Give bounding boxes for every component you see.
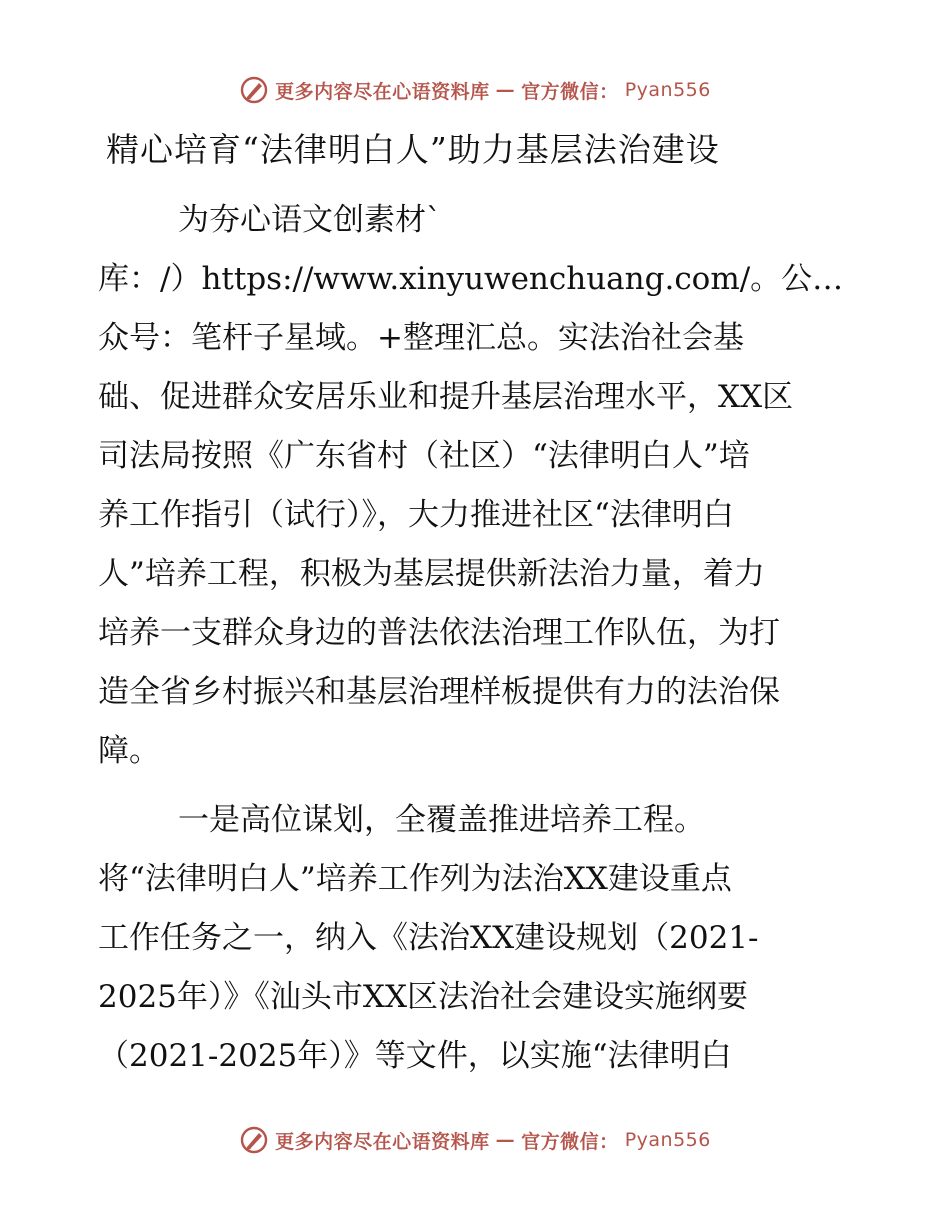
body-line: 将“法律明白人”培养工作列为法治XX建设重点 xyxy=(98,861,732,897)
pen-logo-icon xyxy=(239,1125,269,1155)
body-line: 司法局按照《广东省村（社区）“法律明白人”培 xyxy=(98,438,750,474)
body-line: 培养一支群众身边的普法依法治理工作队伍，为打 xyxy=(98,615,780,651)
body-line: 为夯心语文创素材` xyxy=(178,202,442,238)
pen-logo-icon xyxy=(239,75,269,105)
body-line: 工作任务之一，纳入《法治XX建设规划（2021- xyxy=(98,920,759,956)
banner-wechat: Pyan556 xyxy=(624,79,711,101)
body-line: 人”培养工程，积极为基层提供新法治力量，着力 xyxy=(98,556,765,592)
banner-wechat: Pyan556 xyxy=(624,1129,711,1151)
body-line: 养工作指引（试行）》，大力推进社区“法律明白 xyxy=(98,497,734,533)
banner-text: 更多内容尽在心语资料库 xyxy=(275,80,490,103)
banner-dash: — xyxy=(495,79,516,101)
banner-official: 官方微信： xyxy=(521,1130,619,1153)
footer-banner xyxy=(0,1120,950,1160)
body-line: 众号：笔杆子星域。+整理汇总。实法治社会基 xyxy=(98,320,744,356)
section-heading: 一是高位谋划，全覆盖推进培养工程。 xyxy=(178,802,705,838)
body-line: 造全省乡村振兴和基层治理样板提供有力的法治保 xyxy=(98,674,780,710)
body-line: 础、促进群众安居乐业和提升基层治理水平，XX区 xyxy=(98,379,794,415)
page-title: 精心培育“法律明白人”助力基层法治建设 xyxy=(106,130,720,169)
body-line: 库：/）https://www.xinyuwenchuang.com/。公… xyxy=(98,261,844,297)
header-banner xyxy=(0,70,950,110)
banner-official: 官方微信： xyxy=(521,80,619,103)
banner-text: 更多内容尽在心语资料库 xyxy=(275,1130,490,1153)
banner-dash: — xyxy=(495,1129,516,1151)
body-line: （2021-2025年）》等文件，以实施“法律明白 xyxy=(98,1038,732,1074)
body-line: 2025年）》《汕头市XX区法治社会建设实施纲要 xyxy=(98,979,749,1015)
body-line: 障。 xyxy=(98,733,160,769)
